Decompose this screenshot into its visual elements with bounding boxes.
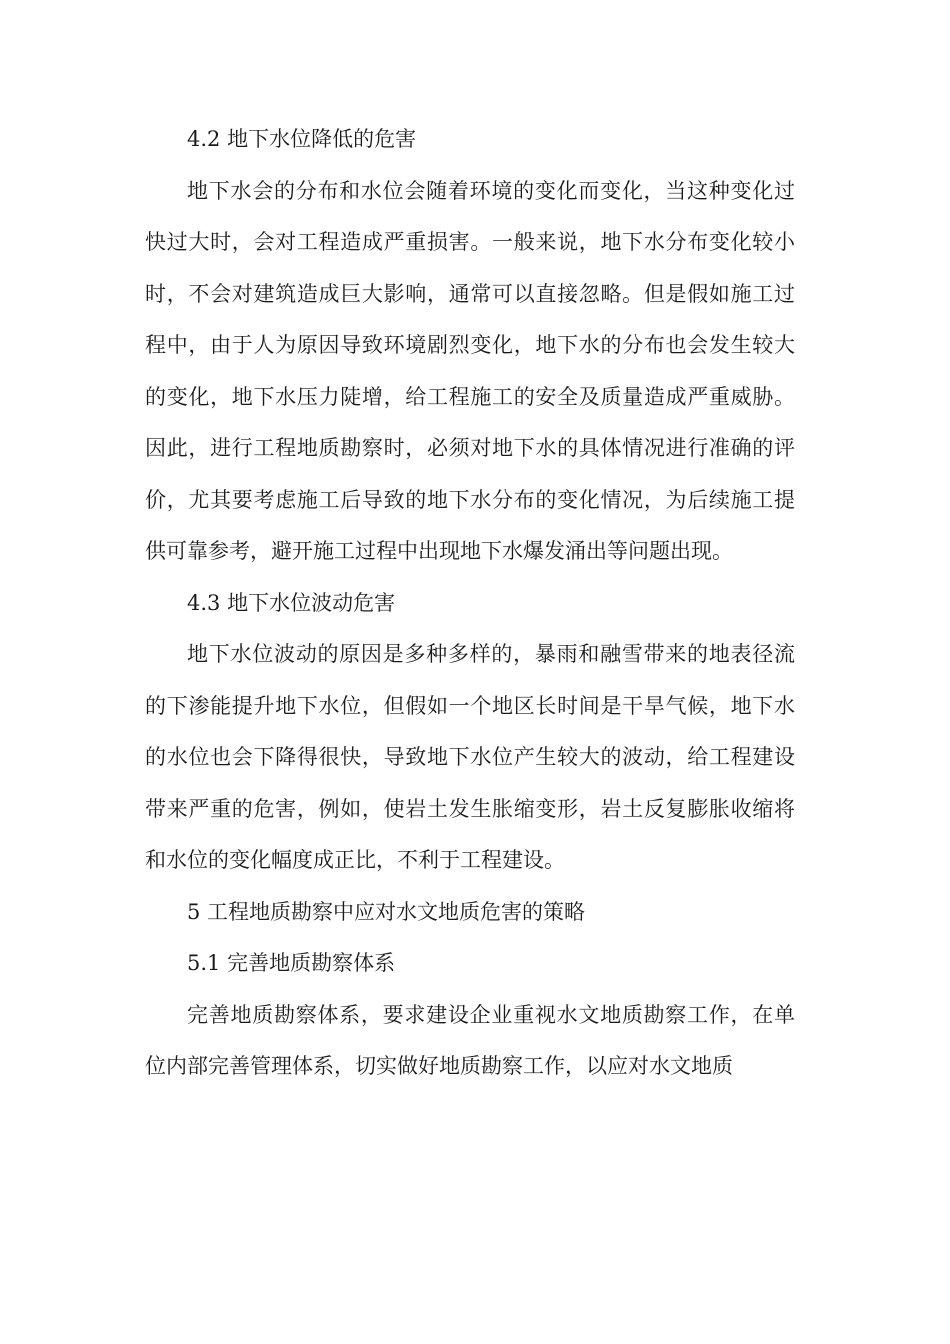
section-heading-4-2: 4.2 地下水位降低的危害 xyxy=(187,127,417,151)
section-heading-5: 5 工程地质勘察中应对水文地质危害的策略 xyxy=(187,899,586,924)
document-body xyxy=(145,114,795,1093)
paragraph-improve-survey-system: 完善地质勘察体系，要求建设企业重视水文地质勘察工作，在单位内部完善管理体系，切实做好地质勘察工作，以应对水文地质 xyxy=(145,1002,795,1078)
section-heading-5-1: 5.1 完善地质勘察体系 xyxy=(187,951,396,975)
section-heading-4-3: 4.3 地下水位波动危害 xyxy=(187,590,396,615)
paragraph-groundwater-lowering: 地下水会的分布和水位会随着环境的变化而变化，当这种变化过快过大时，会对工程造成严重损害。一般来说，地下水分布变化较小时，不会对建筑造成巨大影响，通常可以直接忽略。但是假如施工过程中，由于人为原因导致环境剧烈变化，地下水的分布也会发生较大的变化，地下水压力陡增，给工程施工的安全及质量造成严重威胁。因此，进行工程地质勘察时，必须对地下水的具体情况进行准确的评价，尤其要考虑施工后导致的地下水分布的变化情况，为后续施工提供可靠参考，避开施工过程中出现地下水爆发涌出等问题出现。 xyxy=(145,178,795,563)
paragraph-groundwater-fluctuation: 地下水位波动的原因是多种多样的，暴雨和融雪带来的地表径流的下渗能提升地下水位，但假如一个地区长时间是干旱气候，地下水的水位也会下降得很快，导致地下水位产生较大的波动，给工程建设带来严重的危害，例如，使岩土发生胀缩变形，岩土反复膨胀收缩将和水位的变化幅度成正比，不利于工程建设。 xyxy=(145,642,795,872)
